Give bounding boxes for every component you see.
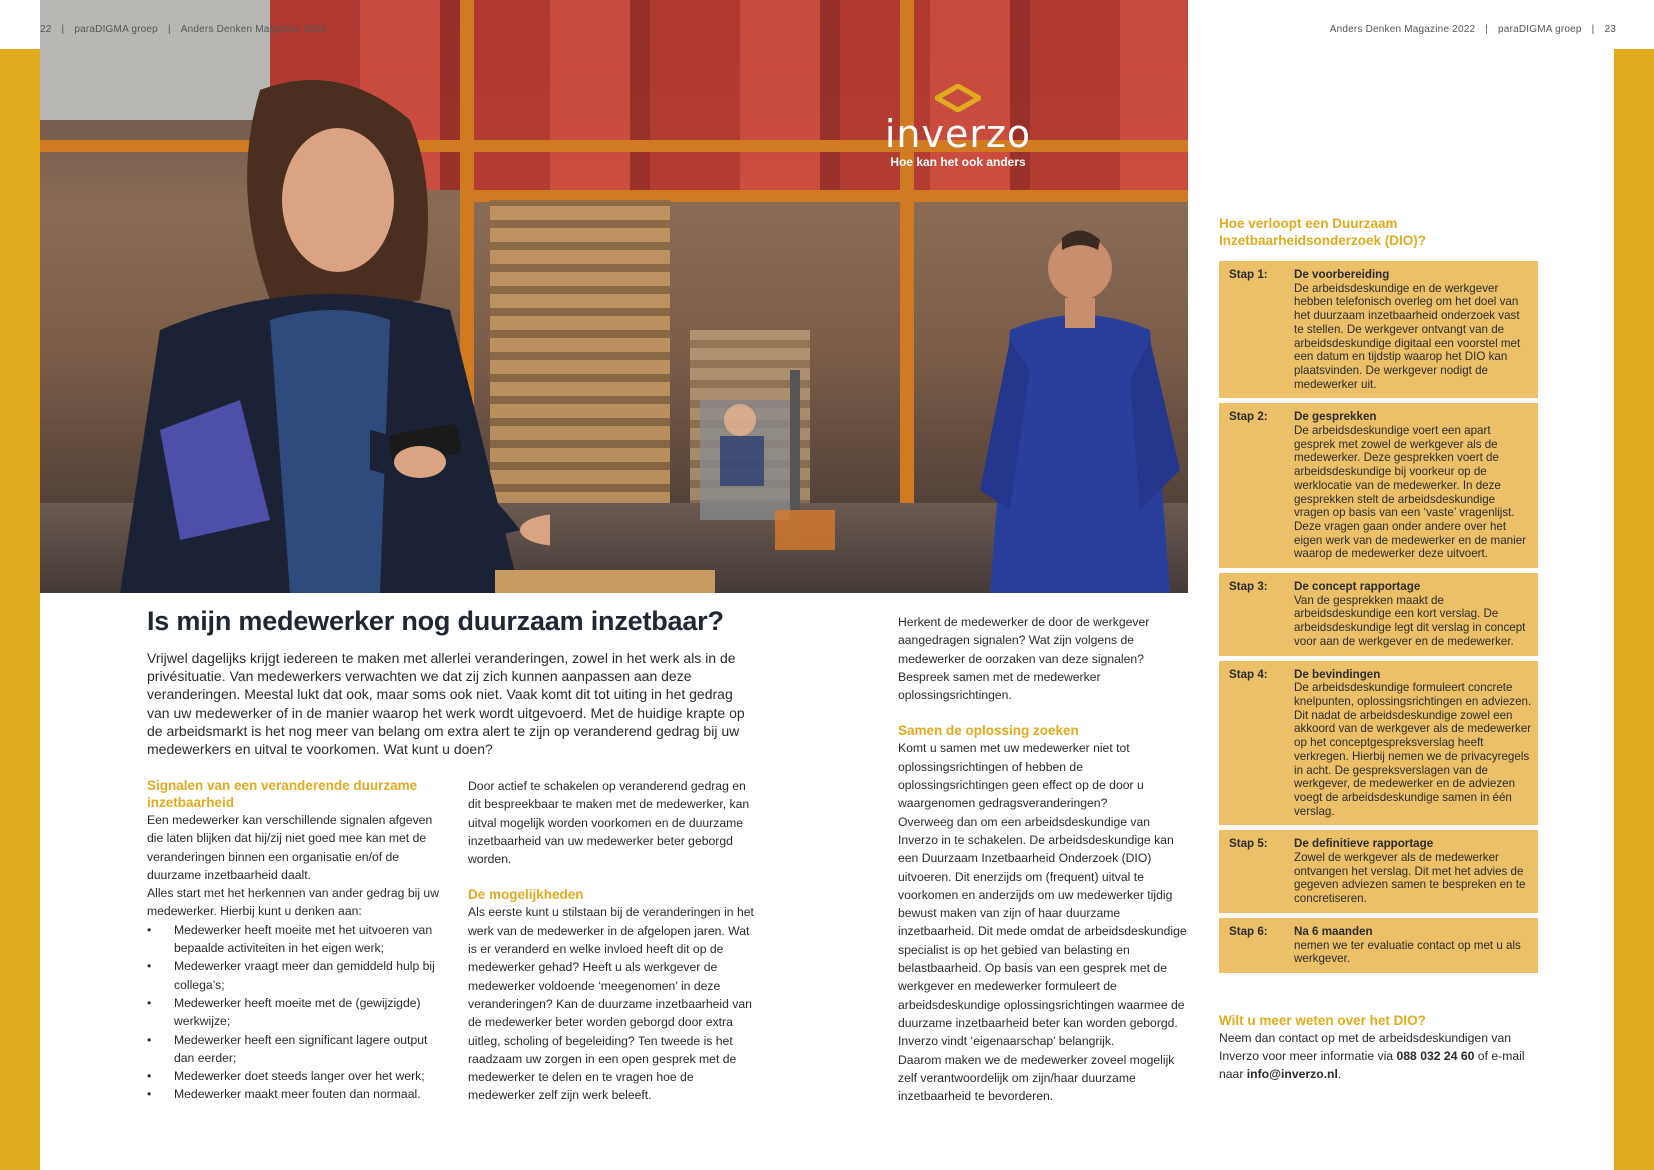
article-intro: Vrijwel dagelijks krijgt iedereen te maken met allerlei veranderingen, zowel in het werk als in de privésituatie. Van medewerkers verwachten we dat zij zich kunnen aanpassen aan deze veranderingen. Meestal lukt dat ook, maar soms ook niet. Vaak komt dit tot uiting in het gedrag van uw medewerker of in de manier waarop het werk wordt uitgevoerd. Met de huidige krapte op de arbeidsmarkt is het nog meer van belang om extra alert te zijn op veranderend gedrag bij uw medewerkers en uitval te voorkomen. Wat kunt u doen? (147, 650, 745, 758)
step-label: Stap 6: (1229, 924, 1268, 938)
contact-heading: Wilt u meer weten over het DIO? (1219, 1013, 1426, 1028)
step-title: Na 6 maanden (1294, 924, 1373, 938)
step-text: De arbeidsdeskundige voert een apart gesprek met zowel de werkgever als de medewerker. Deze gesprekken voert de arbeidsdeskundige bij voorkeur op de werklocatie van de medewerker. In deze gesprekken stelt de arbeidsdeskundige vragen op basis van een ‘vaste’ vragenlijst. Deze vragen gaan onder andere over het eigen werk van de medewerker en de manier waarop de medewerker deze uitvoert. (1294, 424, 1526, 561)
contact-text-after: . (1337, 1067, 1342, 1081)
column-1 (147, 777, 447, 1104)
inverzo-logo (873, 84, 1043, 169)
step-box (1219, 661, 1538, 826)
contact-text-before: Neem dan contact op met de arbeidsdeskundigen van Inverzo voor meer informatie via (1219, 1031, 1512, 1063)
magazine-left: Anders Denken Magazine 2022 (180, 24, 327, 35)
step-text: nemen we ter evaluatie contact op met u als werkgever. (1294, 938, 1521, 966)
contact-text-middle: of e-mail naar (1219, 1049, 1525, 1081)
sidebar-title: Hoe verloopt een Duurzaam Inzetbaarheidsonderzoek (DIO)? (1219, 216, 1427, 248)
step-title: De definitieve rapportage (1294, 837, 1434, 851)
step-box (1219, 261, 1538, 398)
logo-wordmark: inverzo (884, 112, 1032, 156)
list-item: • Medewerker vraagt meer dan gemiddeld hulp bij collega’s; (147, 957, 447, 994)
gold-side-bar-right (1614, 49, 1654, 1170)
article-headline: Is mijn medewerker nog duurzaam inzetbaar? (147, 606, 724, 636)
section-heading-signalen: Signalen van een veranderende duurzame inzetbaarheid (147, 778, 418, 810)
publisher-right: paraDIGMA groep (1498, 24, 1582, 35)
contact-text (1219, 1029, 1539, 1083)
step-box (1219, 403, 1538, 568)
list-item: • Medewerker maakt meer fouten dan normaal. (147, 1085, 447, 1103)
section-heading-mogelijkheden: De mogelijkheden (468, 887, 584, 903)
section-paragraph: Door actief te schakelen op veranderend gedrag en dit bespreekbaar te maken met de medewerker, kan uitval mogelijk worden voorkomen en de duurzame inzetbaarheid van uw medewerker beter geborgd worden. (468, 779, 750, 867)
section-paragraph: Herkent de medewerker de door de werkgever aangedragen signalen? Wat zijn volgens de medewerker de oorzaken van deze signalen? Bespreek samen met de medewerker oplossingsrichtingen. (898, 615, 1150, 703)
gold-side-bar-left (0, 49, 40, 1170)
step-box (1219, 573, 1538, 656)
step-text: De arbeidsdeskundige formuleert concrete knelpunten, oplossingsrichtingen en adviezen. Dit nadat de arbeidsdeskundige zowel een akkoord van de werkgever als de medewerker op het conceptgespreksverslag heeft verkregen. Hierbij nemen we de privacyregels in acht. De gespreksverslagen van de werkgever, de medewerker en de adviezen voegt de arbeidsdeskundige samen in één verslag. (1294, 681, 1532, 818)
step-title: De gesprekken (1294, 410, 1377, 424)
publisher-left: paraDIGMA groep (74, 24, 158, 35)
logo-tagline: Hoe kan het ook anders (890, 155, 1026, 169)
step-label: Stap 1: (1229, 268, 1268, 281)
email-link[interactable]: info@inverzo.nl (1246, 1067, 1338, 1081)
step-label: Stap 5: (1229, 837, 1268, 851)
step-label: Stap 2: (1229, 410, 1268, 424)
step-text: Van de gesprekken maakt de arbeidsdeskundige een kort verslag. De arbeidsdeskundige legt dit verslag in concept voor aan de werkgever en de medewerker. (1294, 593, 1526, 648)
signal-list (147, 921, 447, 1104)
phone-number[interactable]: 088 032 24 60 (1396, 1049, 1475, 1063)
section-paragraph: Komt u samen met uw medewerker niet tot oplossingsrichtingen of hebben de oplossingsrichtingen geen effect op de door u waargenomen gedragsveranderingen? (898, 741, 1144, 811)
step-label: Stap 3: (1229, 580, 1268, 594)
column-3 (898, 613, 1188, 1105)
section-paragraph: Alles start met het herkennen van ander gedrag bij uw medewerker. Hierbij kunt u denken aan: (147, 886, 439, 919)
step-title: De concept rapportage (1294, 580, 1421, 594)
step-title: De voorbereiding (1294, 268, 1390, 281)
step-text: Zowel de werkgever als de medewerker ontvangen het verslag. Dit met het advies de gegeven adviezen samen te bespreken en te concretiseren. (1294, 851, 1526, 906)
step-box (1219, 918, 1538, 973)
column-2 (468, 777, 758, 1105)
running-head-right: Anders Denken Magazine 2022 | paraDIGMA groep | 23 (1329, 24, 1616, 35)
list-item: • Medewerker heeft een significant lagere output dan eerder; (147, 1031, 447, 1068)
step-label: Stap 4: (1229, 667, 1268, 681)
dio-steps (1219, 261, 1538, 973)
list-item: • Medewerker doet steeds langer over het werk; (147, 1067, 447, 1085)
page-number-right: 23 (1604, 24, 1616, 35)
section-paragraph: Overweeg dan om een arbeidsdeskundige van Inverzo in te schakelen. De arbeidsdeskundige kan een Duurzaam Inzetbaarheid Onderzoek (DIO) uitvoeren. Dit enerzijds om (frequent) uitval te voorkomen en anderzijds om uw medewerker tijdig bewust maken van zijn of haar duurzame inzetbaarheid. Dit mede omdat de arbeidsdeskundige specialist is op het gebied van belasting en belastbaarheid. Op basis van een gesprek met de werkgever en medewerker formuleert de arbeidsdeskundige oplossingsrichtingen waarmee de duurzame inzetbaarheid beter kan worden geborgd. Inverzo vindt ‘eigenaarschap’ belangrijk. (898, 814, 1187, 1049)
section-heading-oplossing: Samen de oplossing zoeken (898, 723, 1079, 739)
step-box (1219, 830, 1538, 913)
step-title: De bevindingen (1294, 667, 1381, 681)
page-number-left: 22 (40, 24, 52, 35)
section-paragraph: Als eerste kunt u stilstaan bij de veranderingen in het werk van de medewerker in de afgelopen jaren. Wat is er veranderd en welke invloed heeft dit op de medewerker gehad? Heeft u als werkgever de medewerker voldoende ‘meegenomen’ in deze veranderingen? Kan de duurzame inzetbaarheid van de medewerker beter worden geborgd door extra uitleg, scholing of begeleiding? Ten tweede is het raadzaam uw zorgen in een open gesprek met de medewerker te delen en te vragen hoe de medewerker zelf zijn werk beleeft. (468, 905, 754, 1103)
section-paragraph: Een medewerker kan verschillende signalen afgeven die laten blijken dat hij/zij niet goed mee kan met de veranderingen binnen een organisatie en/of de duurzame inzetbaarheid daalt. (147, 813, 433, 882)
inverzo-diamond-icon (935, 84, 981, 112)
list-item: • Medewerker heeft moeite met de (gewijzigde) werkwijze; (147, 994, 447, 1031)
magazine-right: Anders Denken Magazine 2022 (1329, 24, 1476, 35)
list-item: • Medewerker heeft moeite met het uitvoeren van bepaalde activiteiten in het eigen werk; (147, 921, 447, 958)
section-paragraph: Daarom maken we de medewerker zoveel mogelijk zelf verantwoordelijk om zijn/haar duurzame inzetbaarheid te bevorderen. (898, 1052, 1175, 1104)
running-head-left: 22 | paraDIGMA groep | Anders Denken Magazine 2022 (40, 24, 327, 35)
step-text: De arbeidsdeskundige en de werkgever hebben telefonisch overleg om het doel van het duurzaam inzetbaarheid onderzoek vast te stellen. De werkgever ontvangt van de arbeidsdeskundige digitaal een voorstel met een datum en tijdstip waarop het DIO kan plaatsvinden. De werkgever nodigt de medewerker uit. (1294, 281, 1521, 391)
contact-block (1219, 1012, 1539, 1083)
